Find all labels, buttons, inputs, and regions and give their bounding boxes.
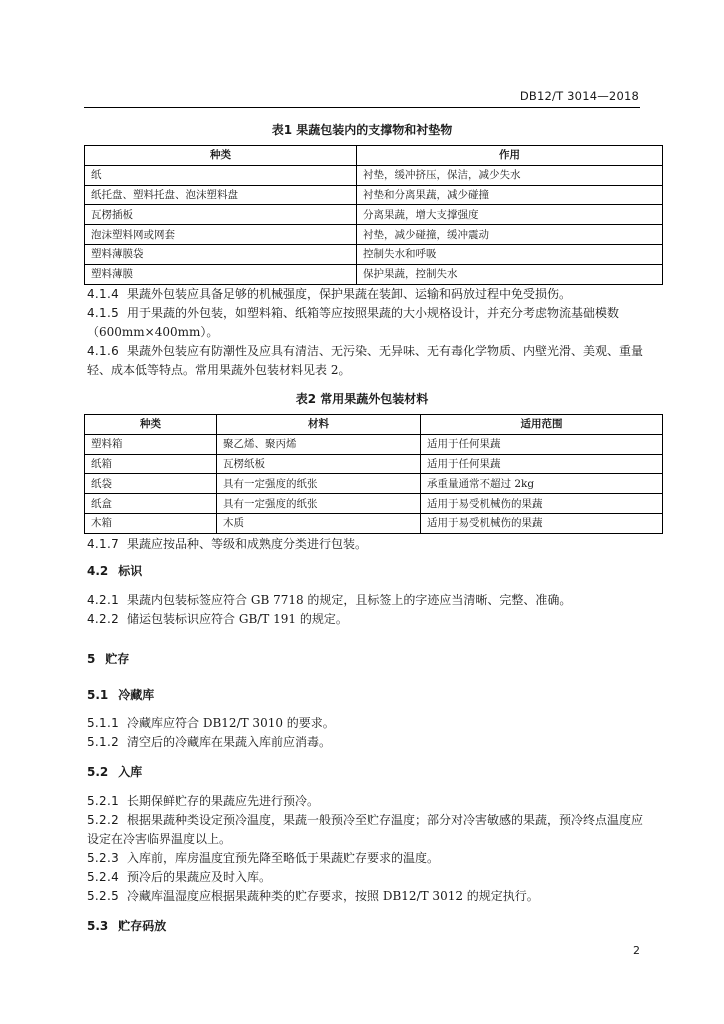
table-row <box>85 165 663 185</box>
table-row <box>85 513 663 533</box>
clause-number: 4.1.4 <box>87 287 120 301</box>
table1-col-type: 种类 <box>85 146 357 166</box>
clause-4-2-1 <box>87 591 655 610</box>
section-title: 冷藏库 <box>118 688 155 702</box>
section-5-3-heading <box>87 917 166 934</box>
clause-5-2-1 <box>87 792 655 811</box>
table2 <box>84 414 663 534</box>
table-cell: 控制失水和呼吸 <box>357 244 663 264</box>
table-cell: 纸箱 <box>85 454 217 474</box>
clause-text: 冷藏库应符合 DB12/T 3010 的要求。 <box>127 716 335 730</box>
table-cell: 承重量通常不超过 2kg <box>421 474 663 494</box>
clause-text: 果蔬应按品种、等级和成熟度分类进行包装。 <box>127 537 368 551</box>
table-cell: 保护果蔬，控制失水 <box>357 264 663 284</box>
section-5-heading <box>87 650 129 667</box>
section-4-2-heading <box>87 562 142 579</box>
clause-text: 清空后的冷藏库在果蔬入库前应消毒。 <box>127 735 332 749</box>
clause-4-2-2 <box>87 610 655 629</box>
table-cell: 具有一定强度的纸张 <box>217 474 421 494</box>
table-cell: 木箱 <box>85 513 217 533</box>
clause-number: 5.2.3 <box>87 851 120 865</box>
clause-4-1-6 <box>87 342 655 380</box>
table-row <box>85 205 663 225</box>
clause-number: 5.2.2 <box>87 813 120 827</box>
section-number: 5.1 <box>87 688 109 702</box>
table2-header-row <box>85 415 663 435</box>
clause-4-1-4 <box>87 285 655 304</box>
table-row <box>85 494 663 514</box>
table-row <box>85 434 663 454</box>
table-cell: 衬垫，减少碰撞，缓冲震动 <box>357 225 663 245</box>
clause-number: 4.1.6 <box>87 344 120 358</box>
section-number: 5.3 <box>87 919 109 933</box>
table-cell: 纸托盘、塑料托盘、泡沫塑料盘 <box>85 185 357 205</box>
table-cell: 瓦楞纸板 <box>217 454 421 474</box>
clause-number: 5.2.1 <box>87 794 120 808</box>
clause-text: 根据果蔬种类设定预冷温度，果蔬一般预冷至贮存温度；部分对冷害敏感的果蔬，预冷终点温度应设定在冷害临界温度以上。 <box>87 813 644 846</box>
clause-number: 5.2.4 <box>87 870 120 884</box>
clause-text: 果蔬外包装应有防潮性及应具有清洁、无污染、无异味、无有毒化学物质、内壁光滑、美观、重量轻、成本低等特点。常用果蔬外包装材料见表 2。 <box>87 344 644 377</box>
section-number: 5.2 <box>87 765 109 779</box>
clause-number: 5.1.2 <box>87 735 120 749</box>
section-title: 贮存 <box>105 652 130 666</box>
section-number: 4.2 <box>87 564 109 578</box>
clause-text: 预冷后的果蔬应及时入库。 <box>127 870 272 884</box>
clause-5-2-5 <box>87 887 655 906</box>
clause-text: 长期保鲜贮存的果蔬应先进行预冷。 <box>127 794 320 808</box>
table2-col-scope: 适用范围 <box>421 415 663 435</box>
table-cell: 分离果蔬，增大支撑强度 <box>357 205 663 225</box>
clause-5-1-1 <box>87 714 655 733</box>
clause-text: 入库前，库房温度宜预先降至略低于果蔬贮存要求的温度。 <box>127 851 440 865</box>
clause-number: 5.1.1 <box>87 716 120 730</box>
table-cell: 衬垫和分离果蔬，减少碰撞 <box>357 185 663 205</box>
clause-text: 果蔬内包装标签应符合 GB 7718 的规定，且标签上的字迹应当清晰、完整、准确。 <box>127 593 572 607</box>
clause-text: 果蔬外包装应具备足够的机械强度，保护果蔬在装卸、运输和码放过程中免受损伤。 <box>127 287 572 301</box>
table-row <box>85 474 663 494</box>
clause-4-1-5 <box>87 304 655 342</box>
table2-title: 表2 常用果蔬外包装材料 <box>295 392 429 406</box>
section-title: 入库 <box>118 765 143 779</box>
table-row <box>85 225 663 245</box>
table-cell: 塑料薄膜袋 <box>85 244 357 264</box>
table-cell: 塑料箱 <box>85 434 217 454</box>
table-row <box>85 454 663 474</box>
section-5-1-heading <box>87 686 154 703</box>
clause-number: 4.2.1 <box>87 593 120 607</box>
clause-text: 储运包装标识应符合 GB/T 191 的规定。 <box>127 612 348 626</box>
table2-col-type: 种类 <box>85 415 217 435</box>
table1-header-row <box>85 146 663 166</box>
table-cell: 聚乙烯、聚丙烯 <box>217 434 421 454</box>
page-number: 2 <box>633 944 640 957</box>
clause-5-2-3 <box>87 849 655 868</box>
table2-col-material: 材料 <box>217 415 421 435</box>
table-cell: 纸盒 <box>85 494 217 514</box>
section-5-2-heading <box>87 763 142 780</box>
table1 <box>84 145 663 285</box>
table-cell: 木质 <box>217 513 421 533</box>
table-cell: 纸袋 <box>85 474 217 494</box>
clause-number: 4.1.7 <box>87 537 120 551</box>
table-cell: 适用于易受机械伤的果蔬 <box>421 513 663 533</box>
clause-number: 4.1.5 <box>87 306 120 320</box>
clause-number: 5.2.5 <box>87 889 120 903</box>
table-cell: 衬垫，缓冲挤压，保洁，减少失水 <box>357 165 663 185</box>
clause-text: 用于果蔬的外包装，如塑料箱、纸箱等应按照果蔬的大小规格设计，并充分考虑物流基础模数（600mm×400mm）。 <box>87 306 620 339</box>
table-row <box>85 185 663 205</box>
clause-number: 4.2.2 <box>87 612 120 626</box>
table-cell: 塑料薄膜 <box>85 264 357 284</box>
table-cell: 具有一定强度的纸张 <box>217 494 421 514</box>
section-title: 标识 <box>118 564 143 578</box>
table1-col-function: 作用 <box>357 146 663 166</box>
table-cell: 瓦楞插板 <box>85 205 357 225</box>
table-row <box>85 244 663 264</box>
clause-4-1-7 <box>87 535 655 554</box>
table-cell: 适用于任何果蔬 <box>421 434 663 454</box>
table-cell: 纸 <box>85 165 357 185</box>
table1-title: 表1 果蔬包装内的支撑物和衬垫物 <box>271 123 453 137</box>
header-rule <box>84 107 640 108</box>
table-cell: 适用于易受机械伤的果蔬 <box>421 494 663 514</box>
clause-text: 冷藏库温湿度应根据果蔬种类的贮存要求，按照 DB12/T 3012 的规定执行。 <box>127 889 539 903</box>
table-row <box>85 264 663 284</box>
standard-code: DB12/T 3014—2018 <box>519 89 639 103</box>
section-title: 贮存码放 <box>118 919 167 933</box>
clause-5-2-4 <box>87 868 655 887</box>
clause-5-2-2 <box>87 811 655 849</box>
table-cell: 泡沫塑料网或网套 <box>85 225 357 245</box>
table-cell: 适用于任何果蔬 <box>421 454 663 474</box>
section-number: 5 <box>87 652 96 666</box>
clause-5-1-2 <box>87 733 655 752</box>
